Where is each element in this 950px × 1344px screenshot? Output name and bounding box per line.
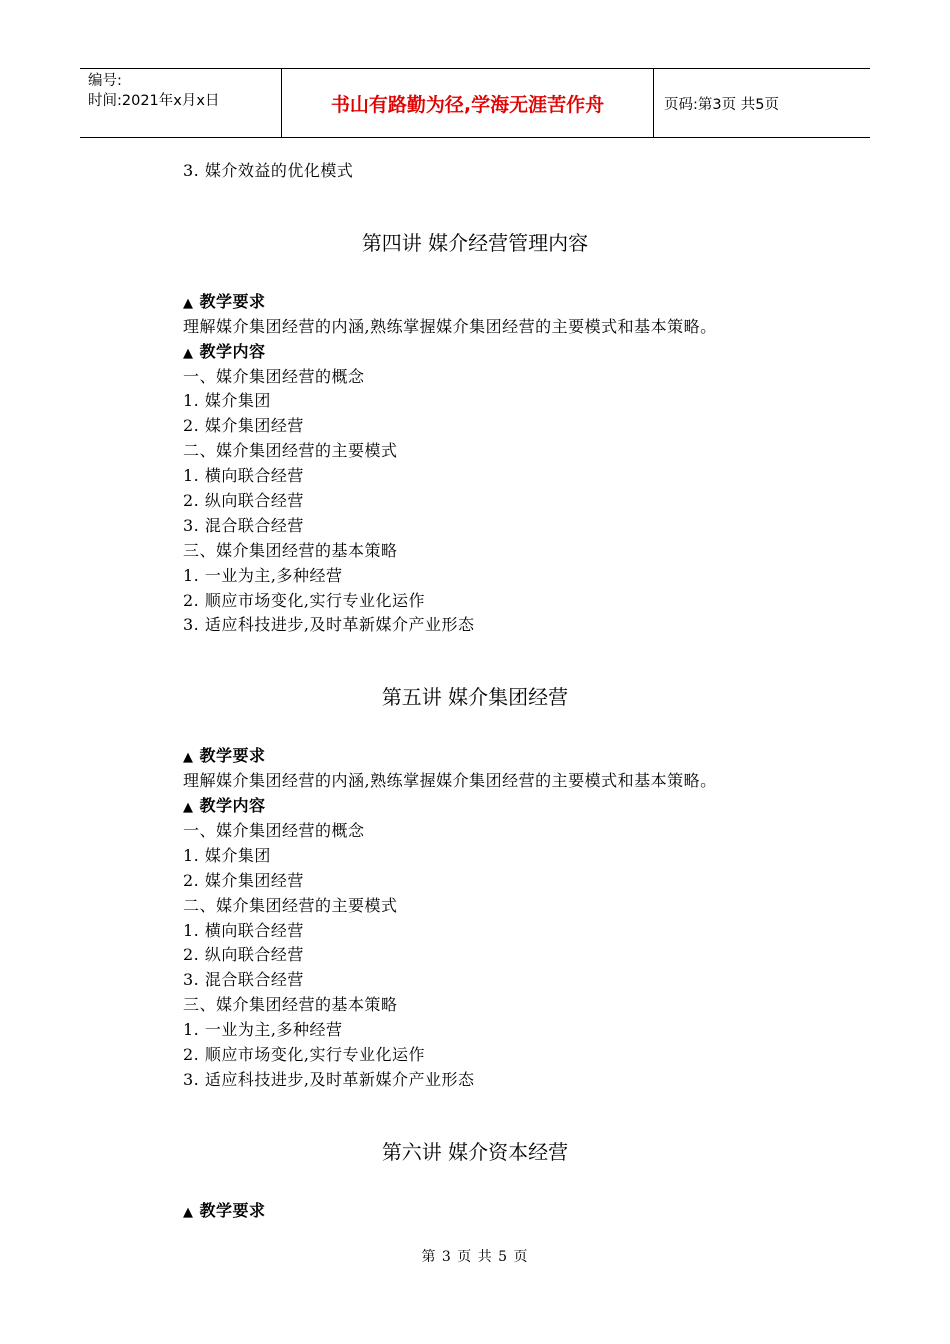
intro-item: 3. 媒介效益的优化模式 bbox=[183, 161, 354, 180]
list-item: 1. 横向联合经营 bbox=[183, 920, 304, 940]
triangle-icon: ▲ bbox=[183, 1204, 194, 1220]
page-header bbox=[80, 68, 870, 138]
list-item: 2. 顺应市场变化,实行专业化运作 bbox=[183, 590, 425, 610]
requirement-heading: ▲ 教学要求 bbox=[183, 291, 266, 311]
list-item: 2. 媒介集团经营 bbox=[183, 416, 304, 436]
lecture-title: 第四讲 媒介经营管理内容 bbox=[361, 230, 589, 255]
list-item: 2. 顺应市场变化,实行专业化运作 bbox=[183, 1045, 425, 1065]
header-page-code: 页码:第3页 共5页 bbox=[664, 96, 779, 113]
list-item: 1. 媒介集团 bbox=[183, 845, 271, 865]
time-label: 时间:2021年x月x日 bbox=[88, 93, 220, 109]
triangle-icon: ▲ bbox=[183, 345, 194, 361]
triangle-icon: ▲ bbox=[183, 800, 194, 816]
requirement-heading: ▲ 教学要求 bbox=[183, 746, 266, 766]
list-item: 2. 纵向联合经营 bbox=[183, 491, 304, 511]
number-label: 编号: bbox=[88, 73, 122, 89]
list-item: 二、媒介集团经营的主要模式 bbox=[183, 441, 398, 461]
list-item: 3. 混合联合经营 bbox=[183, 970, 304, 990]
list-item: 1. 媒介集团 bbox=[183, 391, 271, 411]
list-item: 3. 混合联合经营 bbox=[183, 515, 304, 535]
list-item: 三、媒介集团经营的基本策略 bbox=[183, 540, 398, 560]
list-item: 三、媒介集团经营的基本策略 bbox=[183, 995, 398, 1015]
list-item: 3. 适应科技进步,及时革新媒介产业形态 bbox=[183, 1069, 475, 1089]
list-item: 二、媒介集团经营的主要模式 bbox=[183, 895, 398, 915]
requirement-text: 理解媒介集团经营的内涵,熟练掌握媒介集团经营的主要模式和基本策略。 bbox=[183, 771, 717, 791]
document-body bbox=[183, 159, 823, 1224]
content-heading: ▲ 教学内容 bbox=[183, 341, 266, 361]
list-item: 1. 一业为主,多种经营 bbox=[183, 1020, 343, 1040]
list-item: 1. 一业为主,多种经营 bbox=[183, 565, 343, 585]
lecture-title: 第六讲 媒介资本经营 bbox=[381, 1139, 569, 1164]
header-meta bbox=[80, 69, 282, 137]
list-item: 一、媒介集团经营的概念 bbox=[183, 821, 365, 841]
requirement-heading: ▲ 教学要求 bbox=[183, 1200, 266, 1220]
page-footer: 第 3 页 共 5 页 bbox=[421, 1249, 529, 1265]
list-item: 2. 媒介集团经营 bbox=[183, 870, 304, 890]
header-motto: 书山有路勤为径,学海无涯苦作舟 bbox=[282, 69, 654, 137]
list-item: 2. 纵向联合经营 bbox=[183, 945, 304, 965]
list-item: 3. 适应科技进步,及时革新媒介产业形态 bbox=[183, 615, 475, 635]
requirement-text: 理解媒介集团经营的内涵,熟练掌握媒介集团经营的主要模式和基本策略。 bbox=[183, 316, 717, 336]
triangle-icon: ▲ bbox=[183, 295, 194, 311]
triangle-icon: ▲ bbox=[183, 750, 194, 766]
content-heading: ▲ 教学内容 bbox=[183, 796, 266, 816]
list-item: 一、媒介集团经营的概念 bbox=[183, 366, 365, 386]
list-item: 1. 横向联合经营 bbox=[183, 466, 304, 486]
lecture-title: 第五讲 媒介集团经营 bbox=[381, 685, 569, 710]
